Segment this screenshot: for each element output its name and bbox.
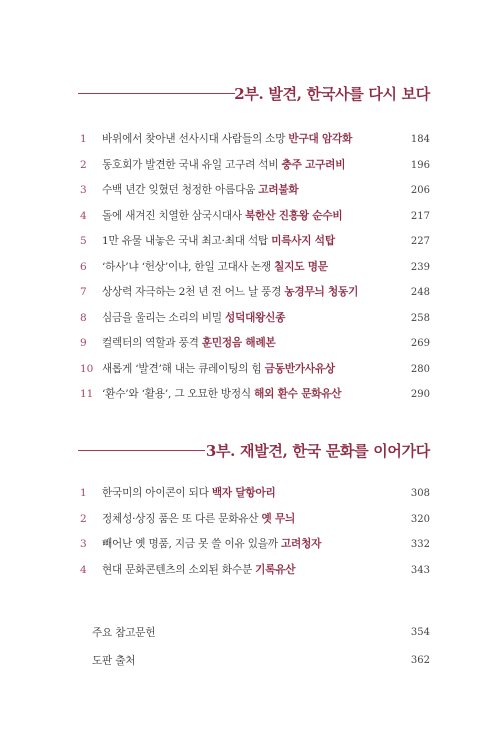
- entry-page-number: 196: [410, 159, 430, 171]
- toc-entry[interactable]: [80, 229, 430, 255]
- entry-highlight: 해외 환수 문화유산: [254, 388, 342, 400]
- entry-description: ‘환수’와 ‘활용’, 그 오묘한 방정식: [102, 388, 251, 400]
- entry-description: 컬렉터의 역할과 풍격: [102, 337, 199, 349]
- entry-number: 10: [80, 362, 94, 375]
- entry-title: [102, 255, 328, 281]
- toc-entry[interactable]: [80, 532, 430, 558]
- entry-title: [102, 331, 276, 357]
- entry-highlight: 칠지도 명문: [274, 260, 328, 273]
- part2-divider: [78, 93, 235, 94]
- toc-entry[interactable]: [80, 204, 430, 230]
- entry-page-number: 320: [410, 513, 430, 525]
- part2-title: 2부. 발견, 한국사를 다시 보다: [234, 85, 430, 103]
- entry-description: 돌에 새겨진 치열한 삼국시대사: [102, 209, 242, 222]
- entry-highlight: 옛 무늬: [261, 512, 296, 525]
- entry-title: [102, 532, 321, 558]
- entry-number: 6: [80, 260, 87, 273]
- entry-description: 정체성·상징 품은 또 다른 문화유산: [102, 512, 259, 525]
- entry-title: [102, 204, 342, 230]
- part2-toc-list: [80, 127, 430, 408]
- part3-toc-list: [80, 481, 430, 583]
- entry-page-number: 280: [410, 363, 430, 375]
- entry-highlight: 금동반가사유상: [264, 362, 335, 375]
- entry-description: ‘하사’냐 ‘헌상’이냐, 한일 고대사 논쟁: [102, 260, 271, 273]
- entry-highlight: 반구대 암각화: [288, 133, 353, 145]
- toc-entry[interactable]: [80, 481, 430, 507]
- toc-entry[interactable]: [80, 255, 430, 281]
- entry-highlight: 충주 고구려비: [281, 158, 346, 171]
- entry-page-number: 332: [410, 539, 430, 550]
- appendix-title: 주요 참고문헌: [92, 627, 156, 639]
- entry-number: 7: [80, 286, 87, 298]
- toc-entry[interactable]: [80, 306, 430, 332]
- entry-description: 한국미의 아이콘이 되다: [102, 487, 209, 499]
- entry-number: 4: [80, 209, 87, 222]
- entry-number: 2: [80, 158, 87, 171]
- entry-number: 11: [80, 388, 94, 400]
- entry-description: 현대 문화콘텐츠의 소외된 화수분: [102, 563, 252, 576]
- entry-number: 5: [80, 235, 87, 247]
- entry-number: 1: [80, 133, 87, 145]
- part3-divider: [78, 450, 205, 451]
- entry-description: 새롭게 ‘발견’해 내는 큐레이팅의 힘: [102, 362, 262, 375]
- entry-highlight: 훈민정음 해례본: [201, 337, 276, 349]
- appendix-entry[interactable]: [92, 647, 430, 675]
- entry-highlight: 북한산 진흥왕 순수비: [245, 209, 343, 222]
- toc-entry[interactable]: [80, 280, 430, 306]
- toc-entry[interactable]: [80, 382, 430, 408]
- entry-highlight: 농경무늬 청동기: [284, 286, 359, 298]
- entry-title: [102, 481, 276, 507]
- part2-header: [78, 83, 430, 107]
- entry-number: 3: [80, 538, 87, 550]
- entry-page-number: 269: [410, 338, 430, 349]
- part3-header: [78, 440, 430, 464]
- entry-highlight: 미륵사지 석탑: [271, 235, 335, 247]
- entry-page-number: 239: [410, 261, 430, 273]
- entry-page-number: 206: [410, 185, 430, 196]
- entry-title: [102, 229, 335, 255]
- toc-entry[interactable]: [80, 127, 430, 153]
- part3-title: 3부. 재발견, 한국 문화를 이어가다: [205, 442, 430, 460]
- toc-entry[interactable]: [80, 558, 430, 584]
- entry-number: 1: [80, 487, 87, 499]
- appendix-list: [92, 619, 430, 675]
- entry-page-number: 184: [410, 134, 430, 145]
- entry-description: 빼어난 옛 명품, 지금 못 쓸 이유 있을까: [102, 538, 278, 550]
- entry-description: 동호회가 발견한 국내 유일 고구려 석비: [102, 158, 279, 171]
- entry-page-number: 343: [410, 564, 430, 576]
- entry-title: [102, 558, 295, 584]
- entry-title: [102, 127, 352, 153]
- entry-page-number: 308: [410, 488, 430, 499]
- toc-entry[interactable]: [80, 331, 430, 357]
- appendix-entry[interactable]: [92, 619, 430, 647]
- entry-title: [102, 306, 285, 332]
- entry-title: [102, 507, 295, 533]
- entry-description: 심금을 울리는 소리의 비밀: [102, 311, 222, 324]
- entry-description: 상상력 자극하는 2천 년 전 어느 날 풍경: [102, 286, 282, 298]
- entry-page-number: 217: [410, 210, 430, 222]
- toc-entry[interactable]: [80, 357, 430, 383]
- entry-highlight: 기록유산: [255, 563, 296, 576]
- entry-title: [102, 153, 345, 179]
- toc-entry[interactable]: [80, 507, 430, 533]
- entry-page-number: 258: [410, 312, 430, 324]
- entry-title: [102, 178, 298, 204]
- entry-number: 4: [80, 563, 87, 576]
- entry-number: 9: [80, 337, 87, 349]
- entry-highlight: 고려불화: [258, 184, 299, 196]
- entry-title: [102, 280, 358, 306]
- entry-number: 8: [80, 311, 87, 324]
- entry-page-number: 248: [410, 287, 430, 298]
- entry-highlight: 고려청자: [281, 538, 322, 550]
- appendix-page-number: 362: [410, 655, 430, 666]
- entry-page-number: 227: [410, 236, 430, 247]
- entry-description: 바위에서 찾아낸 선사시대 사람들의 소망: [102, 133, 286, 145]
- entry-title: [102, 357, 335, 383]
- entry-highlight: 성덕대왕신종: [225, 311, 286, 324]
- entry-page-number: 290: [410, 389, 430, 400]
- entry-title: [102, 382, 341, 408]
- entry-description: 수백 년간 잊혔던 청정한 아름다움: [102, 184, 256, 196]
- entry-number: 2: [80, 512, 87, 525]
- entry-description: 1만 유물 내놓은 국내 최고·최대 석탑: [102, 235, 269, 247]
- toc-entry[interactable]: [80, 178, 430, 204]
- appendix-page-number: 354: [410, 627, 430, 638]
- appendix-title: 도판 출처: [92, 655, 136, 667]
- entry-number: 3: [80, 184, 87, 196]
- entry-highlight: 백자 달항아리: [211, 487, 276, 499]
- toc-entry[interactable]: [80, 153, 430, 179]
